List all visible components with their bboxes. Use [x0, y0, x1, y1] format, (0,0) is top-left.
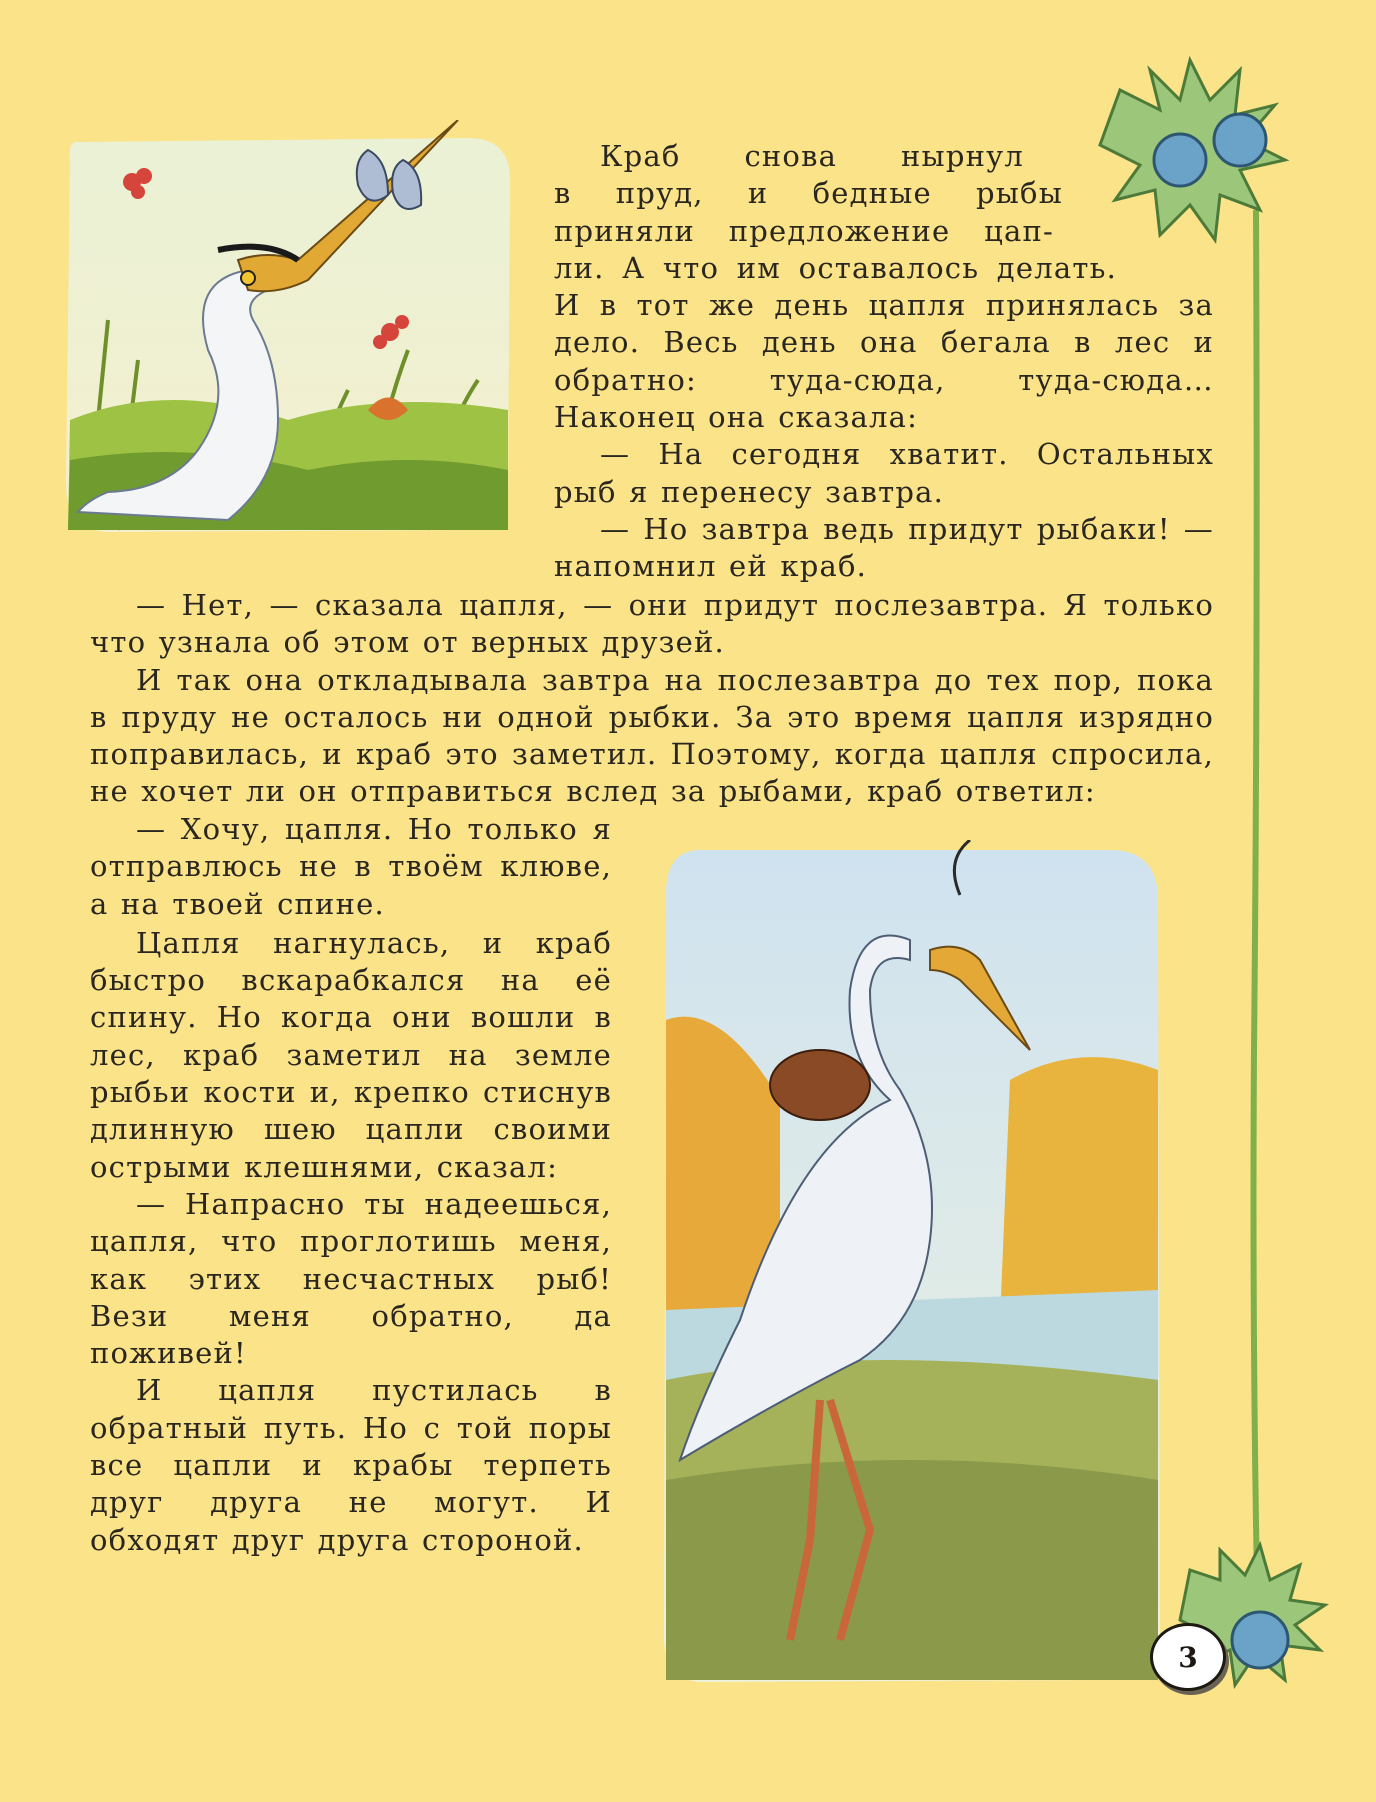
story-left-column	[90, 811, 612, 1559]
story-paragraph-4: — Нет, — сказала цапля, — они придут послезавтра. Я только что узнала об этом от верных друзей.	[90, 588, 1214, 660]
story-paragraph-6: — Хочу, цапля. Но только я отправлюсь не в твоём клюве, а на твоей спине.	[90, 812, 612, 921]
story-line-2: в пруд, и бедные рыбы	[554, 176, 1063, 211]
story-paragraph-9: И цапля пустилась в обратный путь. Но с той поры все цапли и крабы терпеть друг друга не могут. И обходят друг друга стороной.	[90, 1373, 612, 1557]
heron-with-fish-illustration	[48, 120, 518, 540]
story-line-4: ли. А что им оставалось делать.	[554, 250, 1117, 285]
story-paragraph-5: И так она откладывала завтра на послезавтра до тех пор, пока в пруду не осталось ни одной рыбки. За это время цапля изрядно поправилась, и краб это заметил. Поэтому, когда цапля спросила, не хочет ли он отправиться вслед за рыбами, краб ответил:	[90, 662, 1214, 809]
story-line-3: приняли предложение цап-	[554, 213, 1054, 248]
page-number: 3	[1150, 1623, 1226, 1691]
heron-with-crab-illustration	[660, 840, 1180, 1720]
story-top-block	[554, 138, 1214, 586]
story-paragraph-1: И в тот же день цапля принялась за дело. Весь день она бегала в лес и обратно: туда-сюда, туда-сюда… Наконец она сказала:	[554, 288, 1214, 435]
story-paragraph-3: — Но завтра ведь придут рыбаки! — напомнил ей краб.	[554, 511, 1214, 584]
story-paragraph-2: — На сегодня хватит. Остальных рыб я перенесу завтра.	[554, 437, 1214, 509]
story-paragraph-7: Цапля нагнулась, и краб быстро вскарабкался на её спину. Но когда они вошли в лес, краб заметил на земле рыбьи кости и, крепко стиснув длинную шею цапли своими острыми клешнями, сказал:	[90, 925, 612, 1184]
story-line-1: Краб снова нырнул	[600, 139, 1024, 173]
story-paragraph-8: — Напрасно ты надеешься, цапля, что проглотишь меня, как этих несчастных рыб! Вези меня обратно, да поживей!	[90, 1186, 612, 1371]
story-middle-block	[90, 587, 1214, 811]
